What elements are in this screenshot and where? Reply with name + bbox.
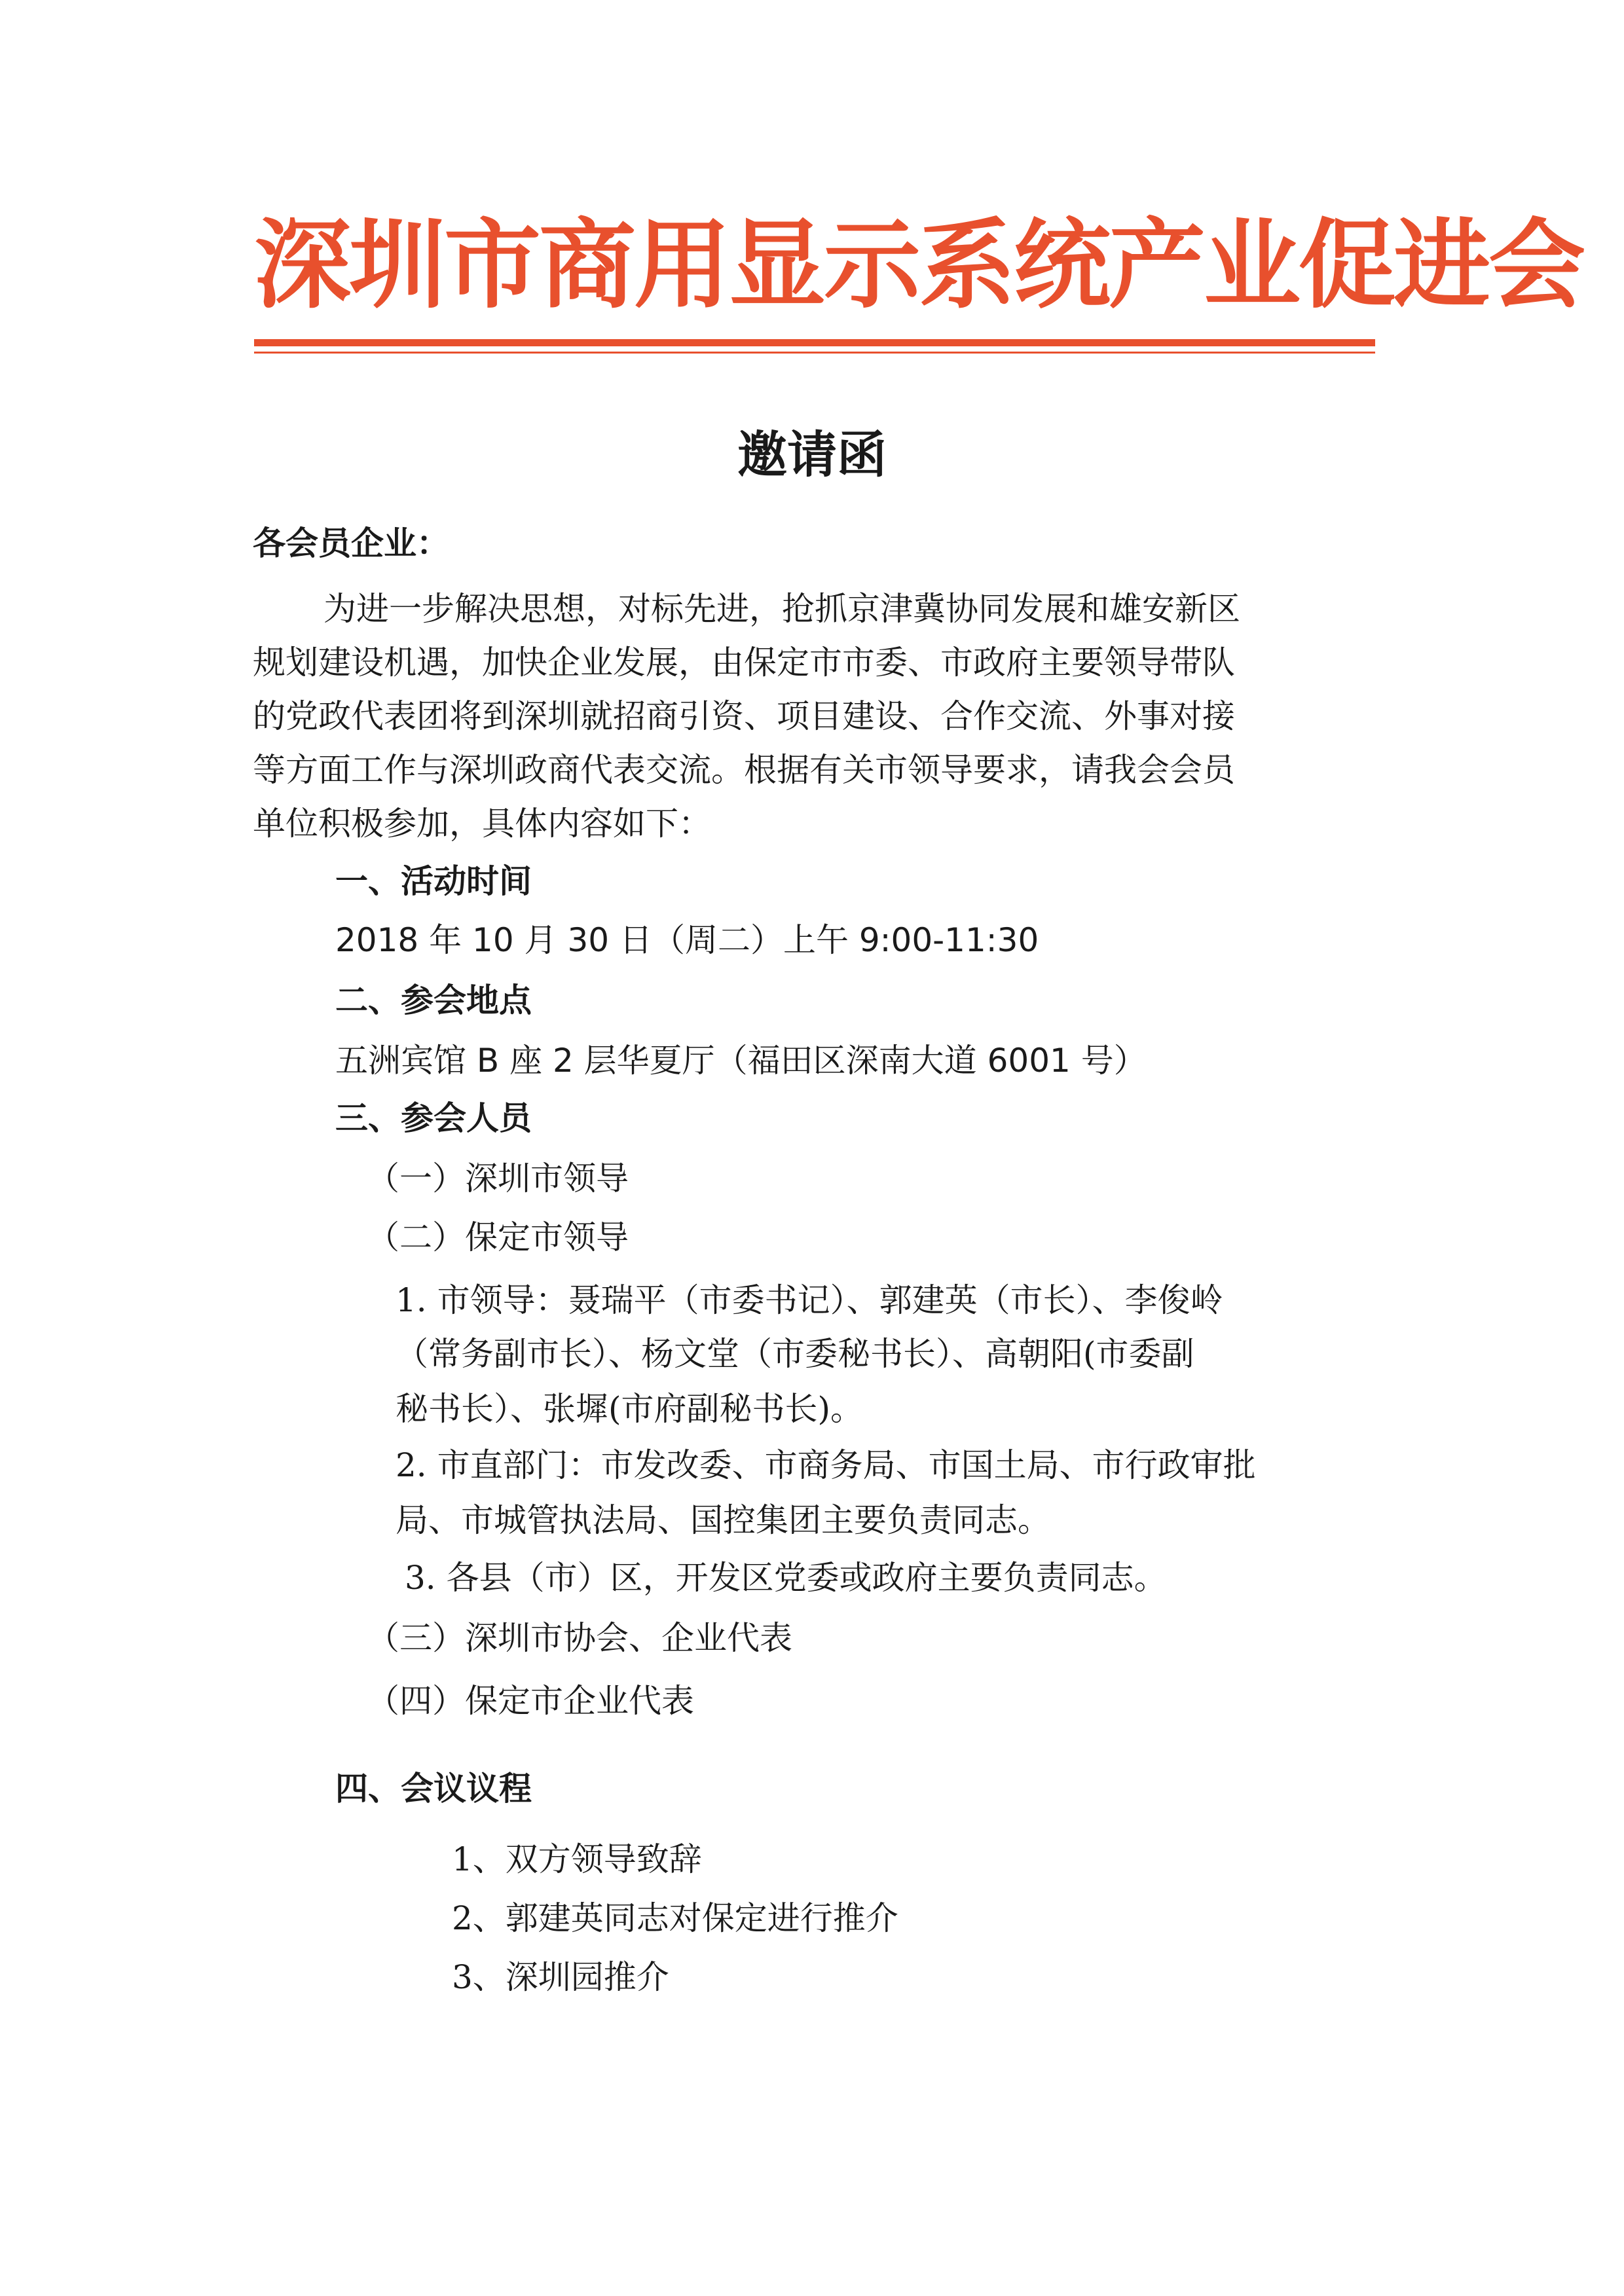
- attendees-item-2-line-2: 局、市城管执法局、国控集团主要负责同志。: [396, 1501, 1050, 1539]
- attendees-sub-4: （四）保定市企业代表: [367, 1682, 694, 1720]
- intro-line-2: 规划建设机遇，加快企业发展，由保定市市委、市政府主要领导带队: [253, 644, 1235, 682]
- intro-line-1: 为进一步解决思想，对标先进，抢抓京津冀协同发展和雄安新区: [323, 590, 1240, 628]
- salutation: 各会员企业：: [253, 524, 449, 562]
- attendees-item-3: 3. 各县（市）区，开发区党委或政府主要负责同志。: [405, 1559, 1167, 1597]
- attendees-item-1-line-1: 1. 市领导：聂瑞平（市委书记）、郭建英（市长）、李俊岭: [396, 1281, 1223, 1319]
- header-rule-thick: [254, 339, 1375, 346]
- section-venue-value: 五洲宾馆 B 座 2 层华夏厅（福田区深南大道 6001 号）: [335, 1042, 1147, 1080]
- attendees-sub-3: （三）深圳市协会、企业代表: [367, 1619, 792, 1657]
- section-attendees-heading: 三、参会人员: [335, 1099, 532, 1137]
- intro-line-5: 单位积极参加，具体内容如下：: [253, 805, 711, 843]
- section-venue-heading: 二、参会地点: [335, 981, 532, 1019]
- agenda-item-1: 1、双方领导致辞: [452, 1840, 702, 1878]
- org-name-header: 深圳市商用显示系统产业促进会: [254, 209, 1583, 321]
- section-time-heading: 一、活动时间: [335, 862, 532, 900]
- attendees-sub-1: （一）深圳市领导: [367, 1159, 629, 1197]
- document-title: 邀请函: [737, 426, 887, 484]
- agenda-item-2: 2、郭建英同志对保定进行推介: [452, 1899, 898, 1937]
- attendees-sub-2: （二）保定市领导: [367, 1218, 629, 1256]
- attendees-item-1-line-3: 秘书长）、张墀(市府副秘书长)。: [396, 1390, 864, 1428]
- header-rule-thin: [254, 352, 1375, 354]
- attendees-item-1-line-2: （常务副市长）、杨文堂（市委秘书长）、高朝阳(市委副: [396, 1335, 1194, 1373]
- section-time-value: 2018 年 10 月 30 日（周二）上午 9:00-11:30: [335, 921, 1039, 959]
- agenda-item-3: 3、深圳园推介: [452, 1958, 669, 1996]
- attendees-item-2-line-1: 2. 市直部门：市发改委、市商务局、市国土局、市行政审批: [396, 1446, 1256, 1484]
- section-agenda-heading: 四、会议议程: [335, 1770, 532, 1808]
- intro-line-4: 等方面工作与深圳政商代表交流。根据有关市领导要求，请我会会员: [253, 751, 1235, 789]
- intro-line-3: 的党政代表团将到深圳就招商引资、项目建设、合作交流、外事对接: [253, 697, 1235, 735]
